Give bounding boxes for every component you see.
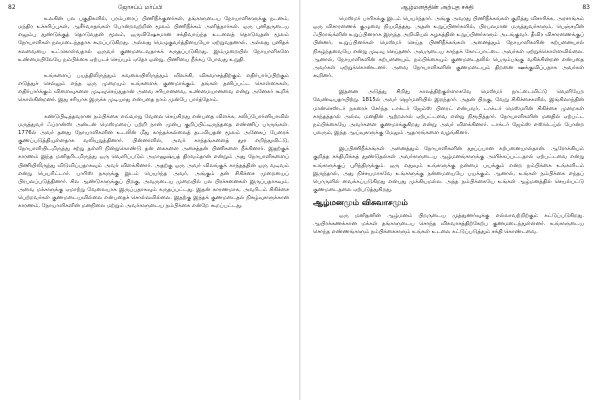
left-paragraph-3: கண்டுபிடித்தவரான நம்பிக்கை எவ்வாறு வேலை செய்கிறது என்பதை விளக்க, கலிப்போர்னியாவில் மருத்துவர் ஃப்ரான்ஸ் அன்டன் மெஸ்மரைப் பற்றி நான் முன்பு குறிப்பிட்டிருந்ததை எண்ணிப் பாருங்கள். 1776ல் அவர் தனது நோயாளிகளின் உடலின் மீது காந்தக்கல்லைத் தடவியதன் மூலம் அனேகப் பேரைக் குணப்படுத்தியுள்ளதாக வலியுறுத்தினார். பின்னாளில், அவர் காந்தங்களைத் தூர எறிந்துவிட்டு, நோயாளியிடமிருந்து சற்று தள்ளி நின்றுகொண்டு தன் கைகளை அசைத்தன் பிணிகளை நீக்கினார். இதற்குக் காரணம் இந்த மனிதரிடமிருந்து ஒரு வெளிப்படும் அமானுஷ்யத் திரவம்தான் என்றும் அது நோயாளிகளைப் பிணியிலிருந்து விடுவிப்பதாகவும் அவர் விளக்கினார். அதற்கு ஒரு அவர் விலங்குக் காந்தத்தின் ஒரு வடிவம் என்று பெயரிட்டார். பாரிஸ் நகருக்கு இடம் பெயர்ந்த அவர், அங்கும் தன் சிகிச்சை முறையைப் பிரபலப்படுத்தினார். சில ஆண்டுகளுக்குப் பிறகு, அவருடைய முறையில் பல பிரச்சனைகள் இருப்பதாகவும், அவை மக்களுக்கு ஏமாற்று வேலையாக இருப்பதாகவும் கருதப்பட்டது. இதன் காரணமாக, அவரிடம் சிகிச்சை பெற்றவர்கள் குணமடையவில்லை என்பதைச் சொல்லவில்லை. இதற்கு இந்தக் குணமடைதல் நிகழ்வுகளுக்கான காரணம், நோயாளிகளின் மனநிலை மற்றும் அவர்களுடைய நம்பிக்கை என்றே கூறப்பட்டது. xyxy=(18,113,289,210)
right-paragraph-2: இதனை அடுத்து சிறிது காலத்திற்குள்ளாகவே மெஸ்மர் நாட்டைவிட்டு வெளியேற வேண்டியதாயிற்று. 1815ல் அவர் ஜெர்மனியில் இறந்தார். அதன் பிறகு, வேறு சிகிச்சைகளில், இங்கிலாந்தின் மான்செஸ்டர் நகரைச் சேர்ந்த டாக்டர் ஜேம்ஸ் பிரைட் என்பவர், டாக்டர் மெஸ்மரின் சிகிச்சை முறைகள் காந்தத்தால் அல்ல, மனதின் ஆற்றலால் ஏற்பட்டவை என்று நிரூபித்தார். நோயாளிகளின் மனதில் ஏற்பட்ட நம்பிக்கையே அவர்களை குணமாக்குகிறது என்று அவர் விளக்கினார். டாக்டர் ஜேம்ஸ் எஸ்டெய்ல் போன்ற பலரும், இந்த ஆய்வுகளுக்கு மேலும் ஆதாரங்களை வழங்கினர். xyxy=(313,89,584,137)
right-page-body xyxy=(313,15,584,398)
left-page xyxy=(0,0,299,400)
left-running-title: ஜோசப்ப் மர்ப்பி xyxy=(118,4,163,11)
left-page-number: 82 xyxy=(8,4,16,11)
right-paragraph-3: இப்பிணிநீக்கங்கள் அனைத்தும் நோயாளிகளின் தூய்ப்பான கற்பனையால்தான். ஆரோக்கியம் குறித்த சக்திமிக்கத் தூண்டுதல்கள் அவர்களுடைய ஆழ்மனங்களுக்கு அளிக்கப்பட்டதால் ஏற்பட்டவை என்று உங்களுக்குப் புரிந்திருக்கும். ஒரு எதுவும் உங்களுக்கு நன்மை பயக்கும் என்ற நம்பிக்கை உங்களிடம் இருந்தால், அது நிச்சயமாகவே உங்களுக்கு நன்மையையே பயக்கும். ஆனால், உங்கள் நம்பிக்கை எந்தப் பொருளில் வைக்கப்படுகிறது என்பது முக்கியமல்ல. அந்த நம்பிக்கையே உங்கள் ஆழ்மனத்தில் செயல்பட்டு குணமடைதலை ஏற்படுத்துகிறது. xyxy=(313,146,584,193)
left-paragraph-2: உங்களைப் பயத்திலிருந்தும் கவலையிலிருந்தும் விலக்கி, விசுவாசத்திற்கும் எதிர்பார்ப்பிற்கும் எடுத்துச் செல்லும் எந்த ஒரு முறையும் உங்களைக் குணமாக்கும். தங்கள் தனிப்பட்ட கொள்கைகள், எதிர்பார்க்கும் விளைவுகளை முடிவுசெய்துதான் அவை சரியானவை, உண்மையானவை என்று அனேகர் கூறிக் கொள்கின்றனர். இது சரியாக இருக்க முடியாது என்பதை நாம் முன்பே பார்த்தோம். xyxy=(18,72,289,104)
section-paragraph-1: ஒரு மனிதனின் ஆழ்மனம் பிறருடைய முத்துணர்வுக்கு எல்லாவற்றிற்கும் கட்டுப்படுகிறது. ஆயிரக்கணக்கான மக்கள் தங்களுடைய சொந்த விசுவாசத்திற்கேற்ப குணமடைந்துள்ளனர். உங்களுடைய சொந்த எண்ணங்களும் நம்பிக்கைகளும் உங்கள் உடலை கட்டுப்படுத்தும் சக்தி கொண்டவை. xyxy=(313,213,584,236)
right-paragraph-1: மெஸ்மர் பாரிசுக்கு இடம் பெயர்ந்தார். அங்கு அவரது பிணிநீக்கங்கள் குறித்து விசாரிக்க, அரசாங்கம் ஒரு விசாரணைக் குழுவை நியமித்தது. அதன் உறுப்பினர்களில், பிரபலமான மருத்துவர்களும், பெஞ்சமின் ஃபிராங்க்ளின் உறுப்பினராக இருந்த அறிவியல் கழகத்தின் உறுப்பினர்களும் அடங்குவர். தீவிர விசாரணைக்குப் பின்னர், உறுப்பினர்கள் மெஸ்மர் செய்த பிணிநீக்கங்கள் அனைத்தும் நோயாளிகளின் கற்பனையால் நிகழ்ந்தவையே என்று முடிவு செய்தனர். அவருடைய காந்தக் கோட்பாட்டை அவர்கள் ஏற்றுக்கொள்ளவில்லை. ஆனால், நோயாளிகளின் கற்பனையும், நம்பிக்கையும் குணமடைதலில் பெரும்பங்கு வகிக்கின்றன என்பதை அவர்கள் ஏற்றுக்கொண்டனர். அவை நோயாளிகளின் குணமடையும் திறனை ஊக்குவிப்பதாக அவர்கள் கூறினர். xyxy=(313,16,584,80)
left-paragraph-1: உலகின் பல பகுதிகளில், பரம்பரைப் பிணிநீக்குனர்கள், தங்களுடைய நோயாளிகளுக்கு நடனம், மந்திர உச்சரிப்புகள், ஆசீர்வாதங்கள் போன்றவற்றின் மூலம் பிணிநீக்கம் அளித்தார்கள். ஒரு புனிதருடைய எலும்பு துண்டுக்குத் தொடுவதன் மூலம், ஒருவிஷேசமான சக்திவாய்ந்த உடலைத் தொடுவதன் மூலம் நோயாளிகள் நலமடைந்ததாக கூறப்படுகிறது. அல்லது மெழுகுவர்த்தியையோ ஏற்றுவதனால், அல்லது புனிதக் கலவையை உட்கொள்வதால் ஒருவர் குணமடைவதாகக் கருதப்படுகிறது. இம்முறையில் நோயாளிகளே உண்மையிலேயே நம்பிக்கை ஏற்படச் செய்யும் ஏதோ ஒன்று, பிணியை நீக்கப் போவது உறுதி. xyxy=(18,16,289,63)
right-page-number: 83 xyxy=(582,4,590,11)
right-page xyxy=(301,0,600,400)
left-page-body xyxy=(18,15,289,398)
left-page-header xyxy=(8,3,289,13)
section-heading: ஆழ்மனமும் விசுவாசமும் xyxy=(313,198,408,208)
right-running-title: ஆழ்மனத்தின் அற்புத சக்தி xyxy=(401,4,474,11)
right-page-header xyxy=(309,3,590,13)
